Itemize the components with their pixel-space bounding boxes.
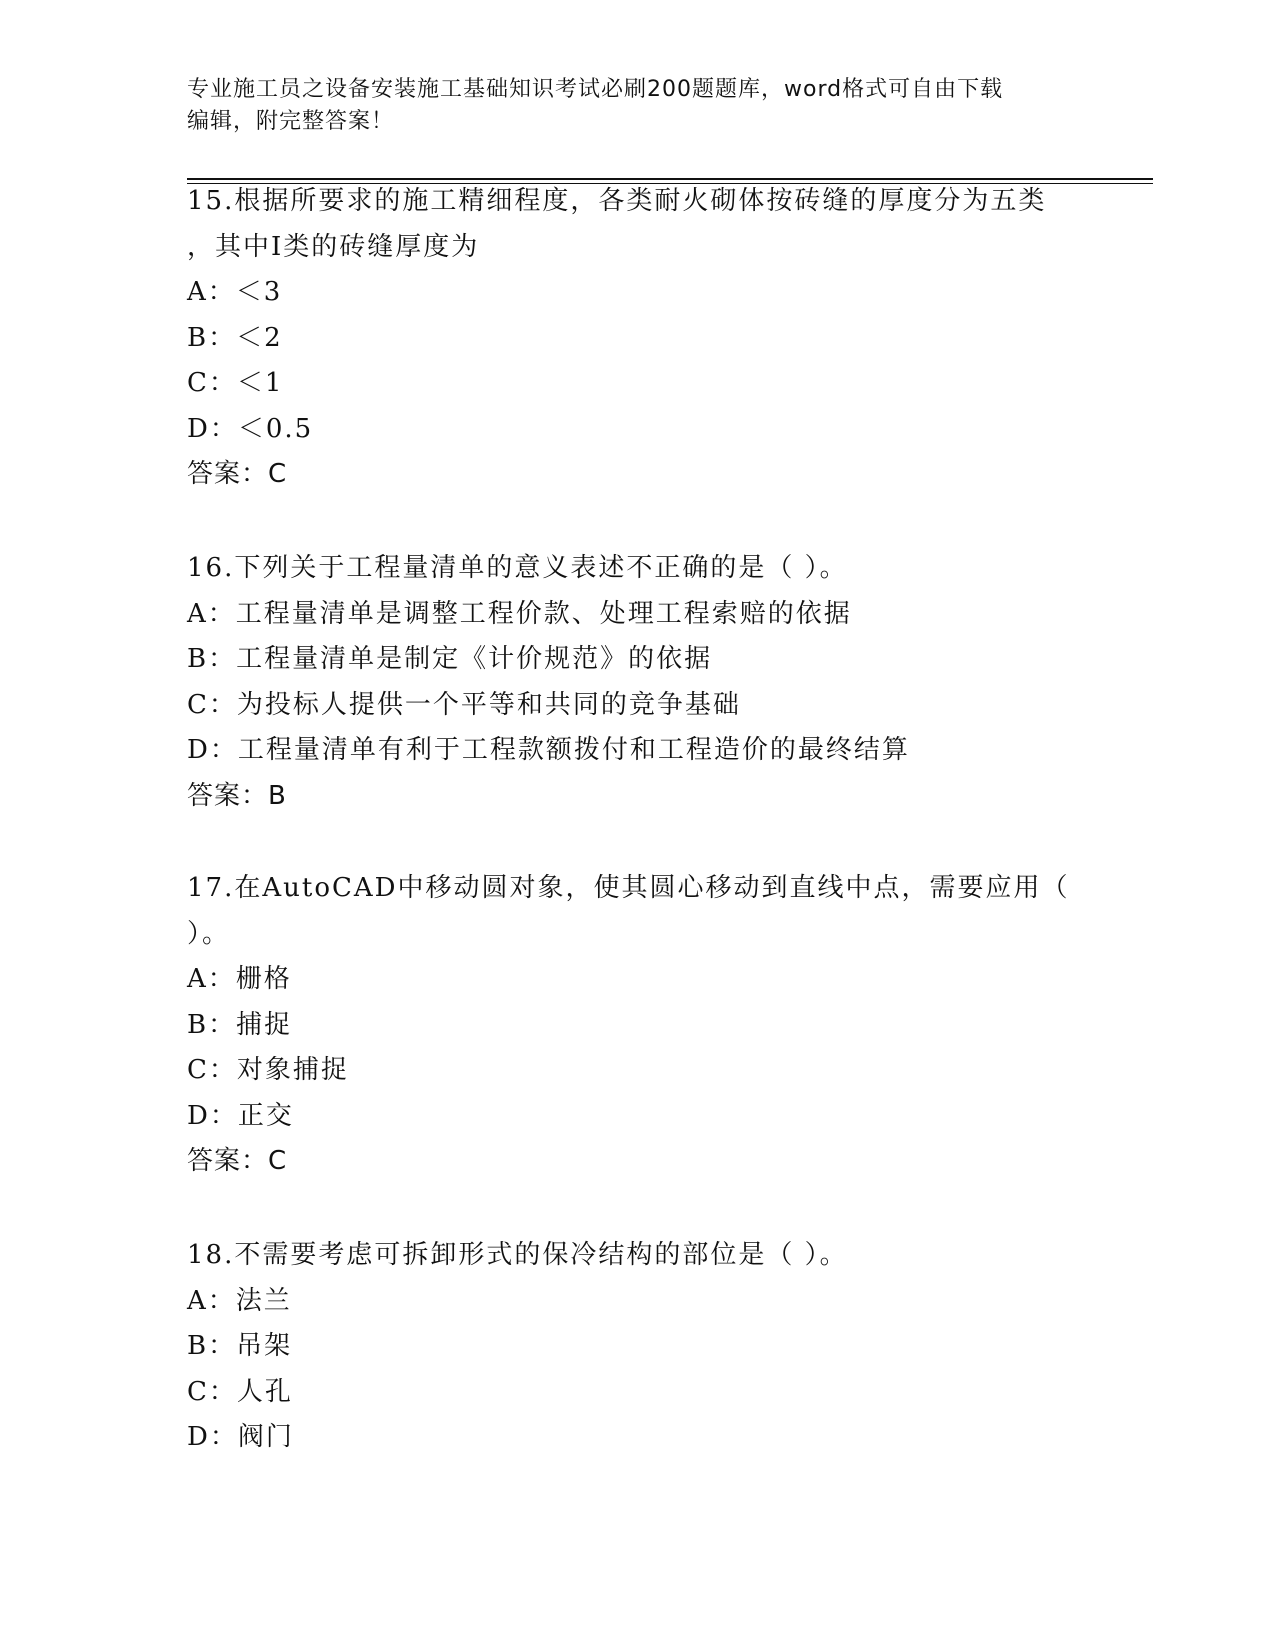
option-c: C：＜1 [187, 368, 284, 398]
question-16 [187, 546, 1087, 819]
question-stem-continued: ）。 [187, 918, 231, 949]
option-a: A：工程量清单是调整工程价款、处理工程索赔的依据 [187, 598, 852, 629]
question-stem-continued: ，其中Ⅰ类的砖缝厚度为 [187, 231, 480, 262]
question-17 [187, 866, 1087, 1185]
question-18 [187, 1233, 1087, 1461]
answer-label: 答案：C [187, 459, 288, 489]
question-15 [187, 179, 1087, 498]
answer-label: 答案：B [187, 780, 287, 811]
option-b: B：吊架 [187, 1331, 293, 1361]
option-b: B：捕捉 [187, 1009, 293, 1040]
question-stem: 16.下列关于工程量清单的意义表述不正确的是（ ）。 [187, 553, 848, 583]
question-stem: 15.根据所要求的施工精细程度，各类耐火砌体按砖缝的厚度分为五类 [187, 186, 1047, 216]
option-d: D：阀门 [187, 1422, 294, 1452]
option-b: B：工程量清单是制定《计价规范》的依据 [187, 644, 713, 674]
option-c: C：为投标人提供一个平等和共同的竞争基础 [187, 689, 741, 720]
option-a: A：法兰 [187, 1285, 292, 1316]
option-b: B：＜2 [187, 322, 283, 353]
question-stem: 18.不需要考虑可拆卸形式的保冷结构的部位是（ ）。 [187, 1240, 848, 1270]
option-d: D：＜0.5 [187, 413, 314, 444]
header-line-1: 专业施工员之设备安装施工基础知识考试必刷200题题库，word格式可自由下载 [187, 77, 1004, 102]
header-line-2: 编辑，附完整答案！ [187, 109, 395, 134]
answer-label: 答案：C [187, 1146, 288, 1176]
option-c: C：人孔 [187, 1376, 293, 1407]
document-header [187, 74, 1087, 138]
option-d: D：工程量清单有利于工程款额拨付和工程造价的最终结算 [187, 735, 910, 765]
option-c: C：对象捕捉 [187, 1055, 349, 1085]
option-a: A：＜3 [187, 277, 283, 307]
option-d: D：正交 [187, 1100, 294, 1131]
question-stem: 17.在AutoCAD中移动圆对象，使其圆心移动到直线中点，需要应用（ [187, 873, 1070, 903]
option-a: A：栅格 [187, 964, 292, 994]
